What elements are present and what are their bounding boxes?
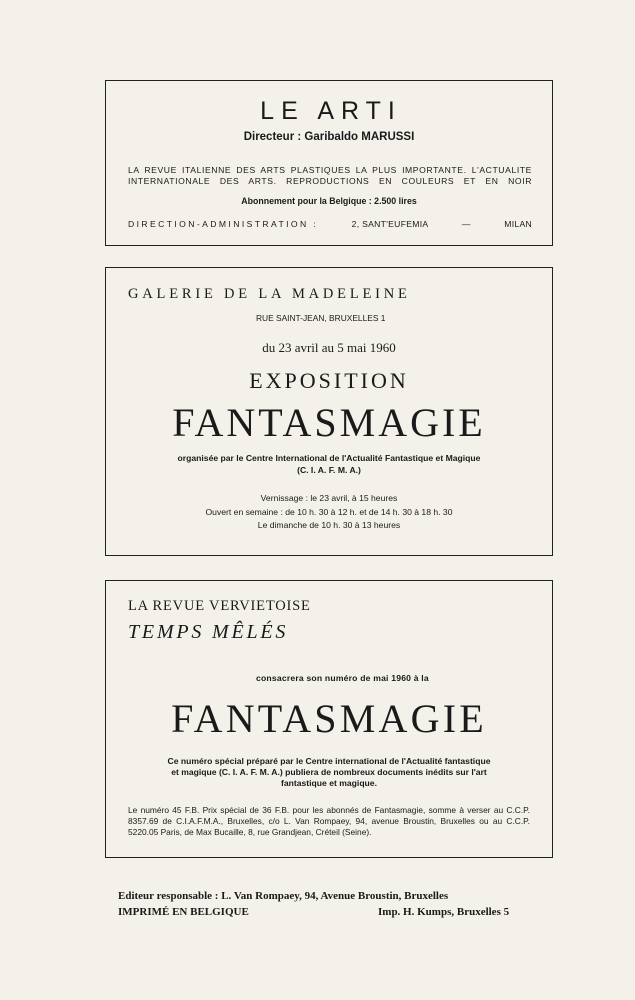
revue-prix: Le numéro 45 F.B. Prix spécial de 36 F.B. pour les abonnés de Fantasmagie, somme à verser au C.C.P. 8357.69 de C.I.A.F.M.A., Bruxelles, c/o L. Van Rompaey, 94, avenue Broustin, Bruxelles ou au C.C.P. 5220.05 Paris, de Max Bucaille, 8, rue Grandjean, Créteil (Seine). [128, 805, 530, 837]
revue-advert [105, 580, 553, 858]
footer-imprimeur: Imp. H. Kumps, Bruxelles 5 [378, 906, 510, 918]
le-arti-address-label: DIRECTION-ADMINISTRATION : [128, 219, 319, 229]
le-arti-address-dash: — [461, 219, 471, 229]
galerie-organisee-line1: organisée par le Centre International de l'Actualité Fantastique et Magique [177, 453, 481, 463]
revue-fantasmagie: FANTASMAGIE [171, 696, 487, 741]
galerie-advert [105, 267, 553, 556]
le-arti-abonnement: Abonnement pour la Belgique : 2.500 lires [241, 196, 417, 206]
revue-special-line2: et magique (C. I. A. F. M. A.) publiera de nombreux documents inédits sur l'art [171, 767, 487, 777]
revue-special-line1: Ce numéro spécial préparé par le Centre international de l'Actualité fantastique [167, 756, 491, 766]
galerie-organisee [126, 452, 532, 476]
revue-name: LA REVUE VERVIETOISE [128, 598, 311, 614]
le-arti-advert [105, 80, 553, 246]
galerie-street: RUE SAINT-JEAN, BRUXELLES 1 [256, 313, 386, 323]
galerie-name: GALERIE DE LA MADELEINE [128, 286, 411, 302]
footer-imprime: IMPRIMÉ EN BELGIQUE [118, 906, 249, 918]
le-arti-description: LA REVUE ITALIENNE DES ARTS PLASTIQUES LA PLUS IMPORTANTE. L'ACTUALITE INTERNATIONALE DES ARTS. REPRODUCTIONS EN COULEURS ET EN NOIR [128, 165, 532, 186]
le-arti-address-street: 2, SANT'EUFEMIA [351, 219, 429, 229]
galerie-vernissage: Vernissage : le 23 avril, à 15 heures [260, 493, 398, 503]
galerie-ouvert: Ouvert en semaine : de 10 h. 30 à 12 h. et de 14 h. 30 à 18 h. 30 [205, 506, 453, 517]
galerie-hours [106, 492, 552, 533]
galerie-exposition: EXPOSITION [249, 368, 409, 393]
le-arti-title: LE ARTI [260, 97, 402, 125]
revue-special [126, 756, 532, 789]
galerie-dates: du 23 avril au 5 mai 1960 [262, 340, 396, 355]
galerie-dimanche: Le dimanche de 10 h. 30 à 13 heures [257, 520, 401, 530]
revue-temps-meles: TEMPS MÊLÉS [128, 621, 289, 643]
footer-editeur: Editeur responsable : L. Van Rompaey, 94, Avenue Broustin, Bruxelles [118, 890, 449, 902]
le-arti-address-city: MILAN [504, 219, 532, 229]
le-arti-directeur: Directeur : Garibaldo MARUSSI [243, 131, 415, 143]
galerie-organisee-line2: (C. I. A. F. M. A.) [297, 465, 361, 475]
le-arti-address [128, 219, 532, 229]
revue-special-line3: fantastique et magique. [281, 778, 377, 788]
revue-consacrera: consacrera son numéro de mai 1960 à la [256, 673, 429, 683]
galerie-fantasmagie: FANTASMAGIE [172, 400, 486, 445]
